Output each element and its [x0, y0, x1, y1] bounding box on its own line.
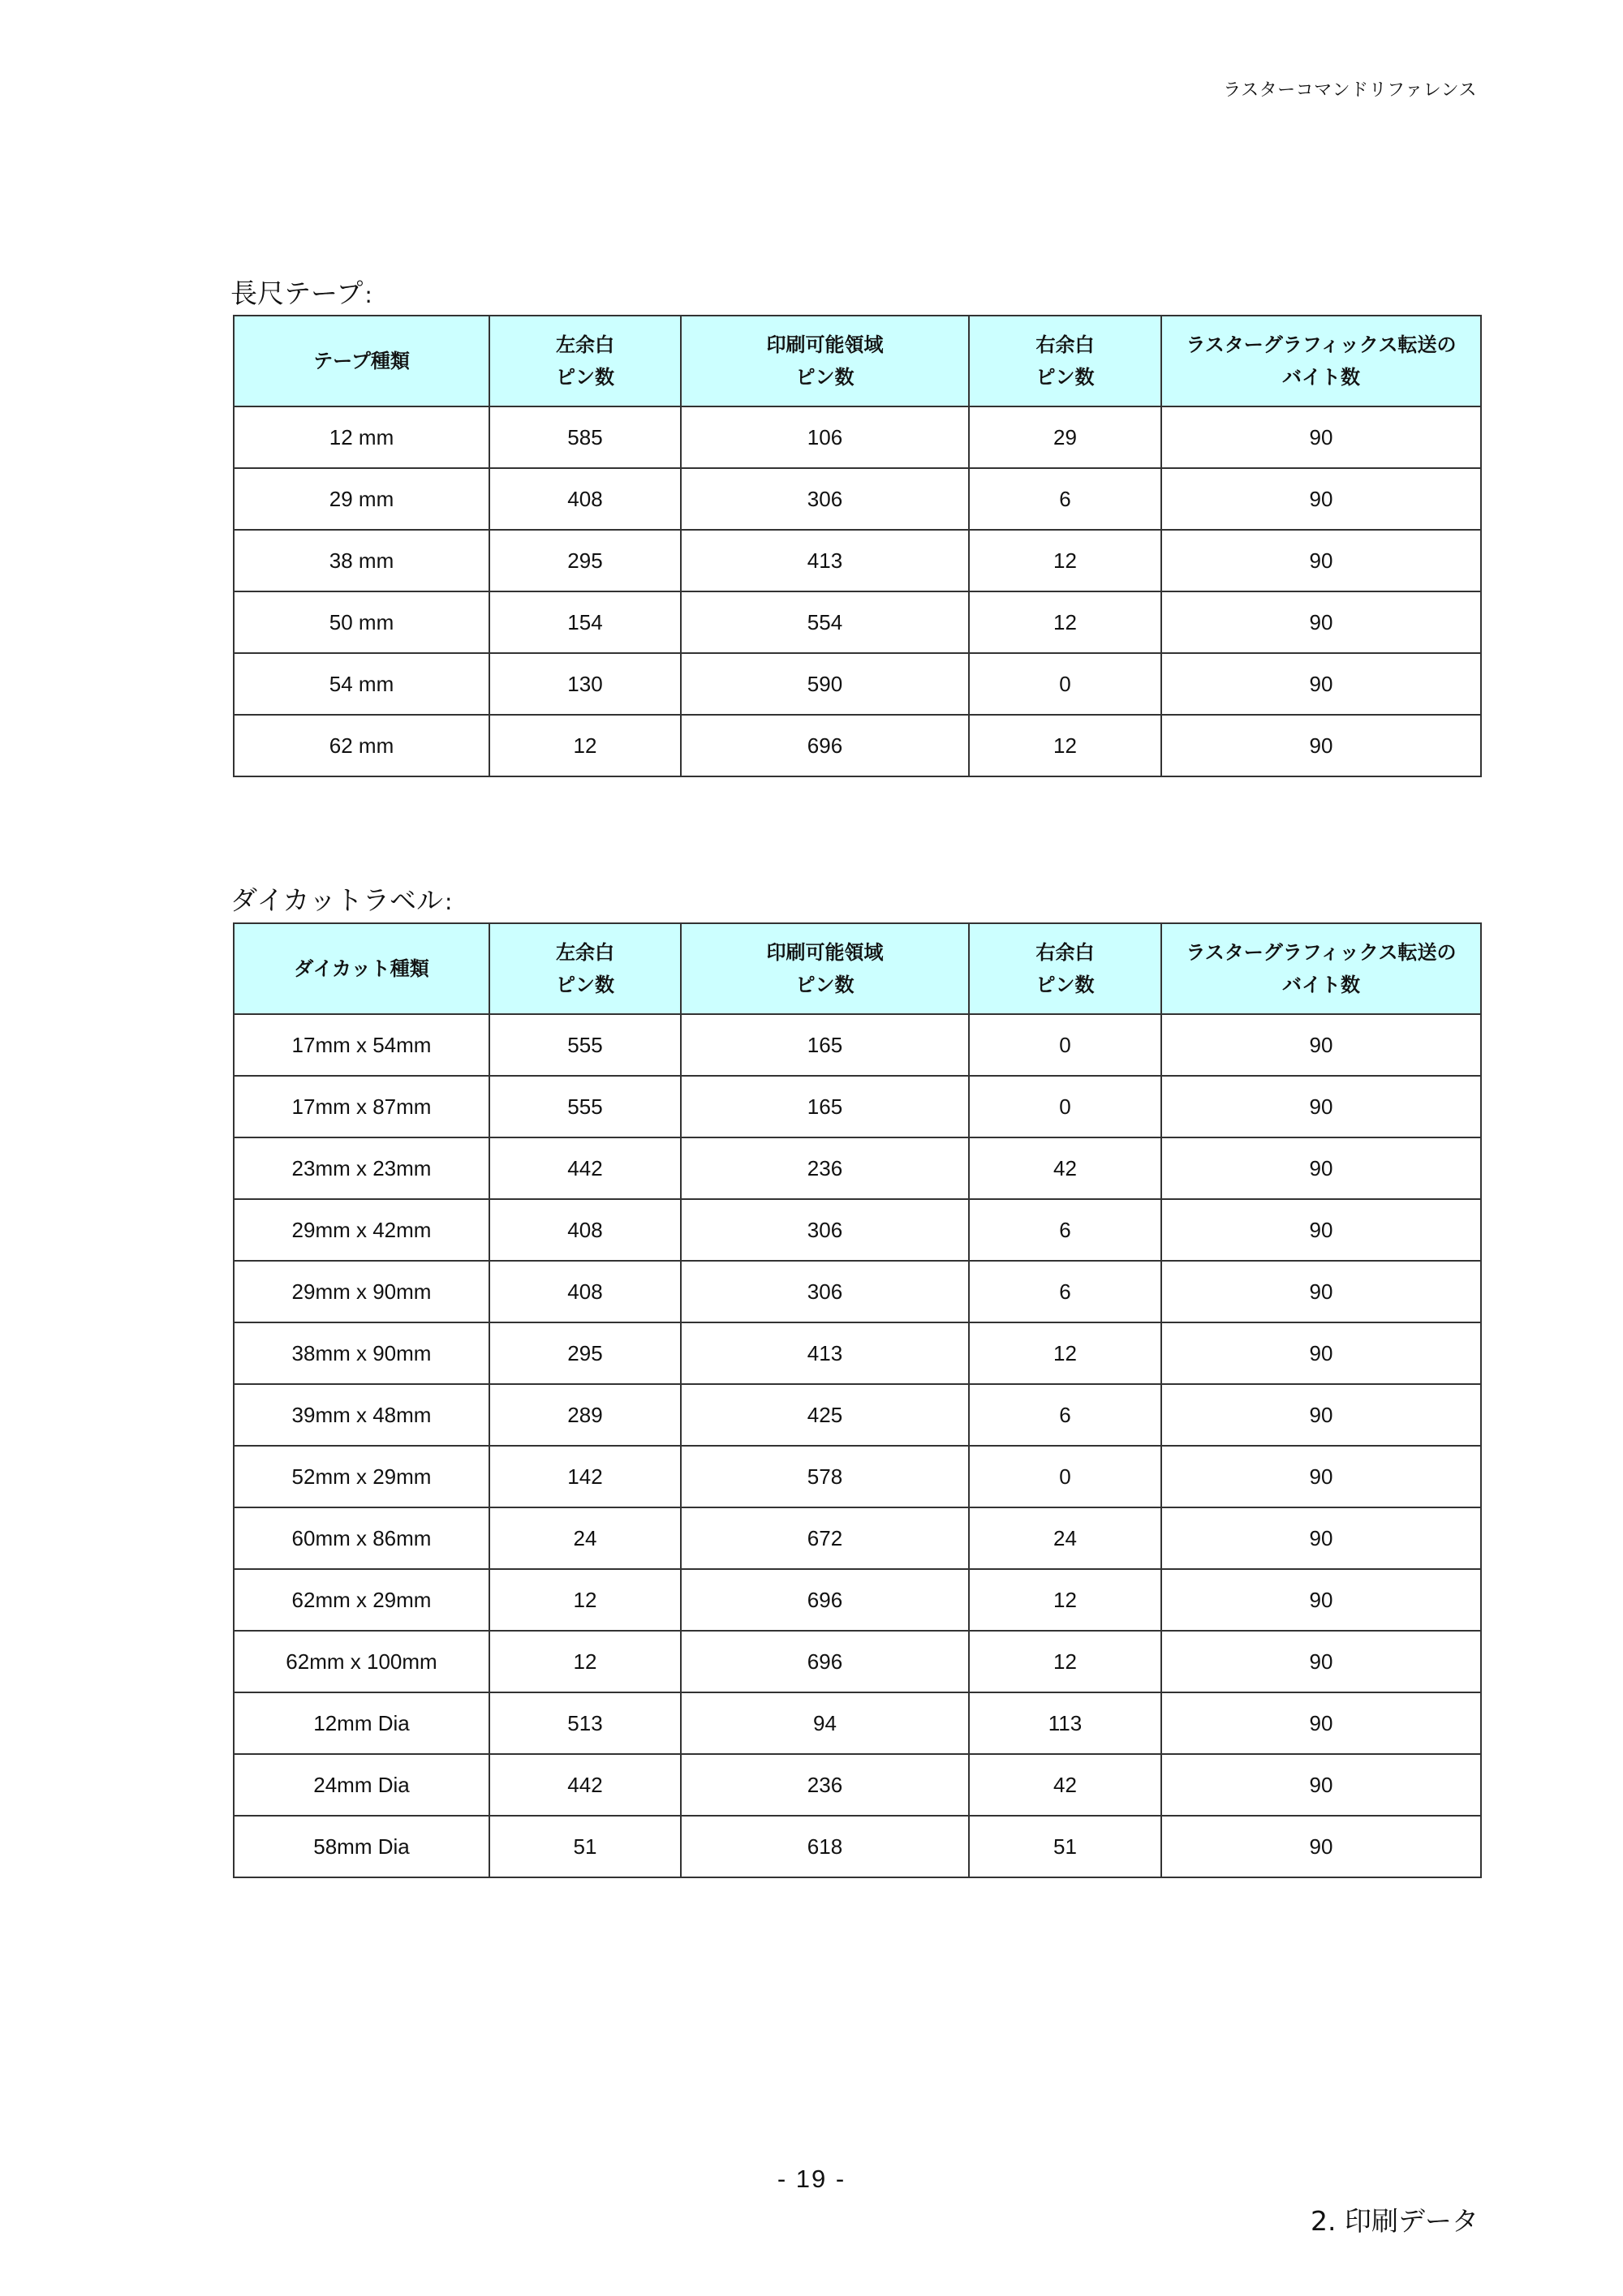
cell-right-margin: 6 [969, 1261, 1161, 1322]
table-row [234, 1261, 1481, 1322]
cell-left-margin: 130 [489, 653, 681, 715]
table-row [234, 715, 1481, 776]
chapter-footer: 2. 印刷データ [1311, 2205, 1479, 2237]
cell-left-margin: 585 [489, 406, 681, 468]
table-header-row [234, 923, 1481, 1014]
cell-right-margin: 0 [969, 1076, 1161, 1137]
cell-print-area: 696 [681, 1631, 969, 1692]
cell-print-area: 696 [681, 1569, 969, 1631]
header-left-margin-pins: 左余白 ピン数 [489, 923, 681, 1014]
cell-right-margin: 12 [969, 715, 1161, 776]
cell-left-margin: 513 [489, 1692, 681, 1754]
table-row [234, 1816, 1481, 1877]
cell-print-area: 618 [681, 1816, 969, 1877]
header-diecut-type: ダイカット種類 [234, 923, 489, 1014]
header-raster-bytes: ラスターグラフィックス転送の バイト数 [1161, 316, 1481, 406]
cell-media-type: 60mm x 86mm [234, 1507, 489, 1569]
cell-left-margin: 51 [489, 1816, 681, 1877]
diecut-label-table-body [234, 1014, 1481, 1877]
header-raster-bytes: ラスターグラフィックス転送の バイト数 [1161, 923, 1481, 1014]
cell-raster-bytes: 90 [1161, 1446, 1481, 1507]
section-title-diecut-label [230, 879, 452, 918]
cell-left-margin: 24 [489, 1507, 681, 1569]
cell-raster-bytes: 90 [1161, 1631, 1481, 1692]
cell-left-margin: 142 [489, 1446, 681, 1507]
cell-left-margin: 154 [489, 591, 681, 653]
continuous-tape-table [233, 315, 1482, 777]
cell-right-margin: 6 [969, 1199, 1161, 1261]
cell-right-margin: 12 [969, 591, 1161, 653]
section-title-text: ダイカットラベル [230, 884, 444, 916]
cell-media-type: 62 mm [234, 715, 489, 776]
cell-right-margin: 24 [969, 1507, 1161, 1569]
cell-left-margin: 442 [489, 1754, 681, 1816]
cell-raster-bytes: 90 [1161, 406, 1481, 468]
cell-right-margin: 6 [969, 1384, 1161, 1446]
running-header: ラスターコマンドリファレンス [1223, 80, 1477, 101]
table-row [234, 653, 1481, 715]
cell-raster-bytes: 90 [1161, 1199, 1481, 1261]
cell-right-margin: 113 [969, 1692, 1161, 1754]
cell-print-area: 554 [681, 591, 969, 653]
cell-raster-bytes: 90 [1161, 653, 1481, 715]
cell-print-area: 306 [681, 1199, 969, 1261]
cell-media-type: 23mm x 23mm [234, 1137, 489, 1199]
page-number: - 19 - [777, 2165, 846, 2193]
cell-media-type: 12mm Dia [234, 1692, 489, 1754]
cell-right-margin: 12 [969, 1631, 1161, 1692]
cell-media-type: 12 mm [234, 406, 489, 468]
cell-right-margin: 12 [969, 1569, 1161, 1631]
cell-media-type: 29mm x 90mm [234, 1261, 489, 1322]
cell-print-area: 106 [681, 406, 969, 468]
cell-raster-bytes: 90 [1161, 468, 1481, 530]
cell-left-margin: 12 [489, 715, 681, 776]
diecut-label-table [233, 922, 1482, 1878]
cell-media-type: 50 mm [234, 591, 489, 653]
cell-print-area: 672 [681, 1507, 969, 1569]
cell-right-margin: 0 [969, 653, 1161, 715]
cell-print-area: 696 [681, 715, 969, 776]
cell-right-margin: 0 [969, 1014, 1161, 1076]
cell-raster-bytes: 90 [1161, 1507, 1481, 1569]
cell-left-margin: 12 [489, 1631, 681, 1692]
cell-raster-bytes: 90 [1161, 1014, 1481, 1076]
table-row [234, 1692, 1481, 1754]
cell-raster-bytes: 90 [1161, 1076, 1481, 1137]
cell-raster-bytes: 90 [1161, 591, 1481, 653]
section-title-colon: : [364, 282, 372, 308]
cell-raster-bytes: 90 [1161, 1754, 1481, 1816]
header-right-margin-pins: 右余白 ピン数 [969, 923, 1161, 1014]
cell-media-type: 38 mm [234, 530, 489, 591]
table-row [234, 1199, 1481, 1261]
cell-media-type: 58mm Dia [234, 1816, 489, 1877]
table-row [234, 530, 1481, 591]
cell-print-area: 236 [681, 1754, 969, 1816]
cell-left-margin: 12 [489, 1569, 681, 1631]
table-row [234, 1322, 1481, 1384]
table-row [234, 1507, 1481, 1569]
cell-left-margin: 442 [489, 1137, 681, 1199]
table-row [234, 1137, 1481, 1199]
cell-print-area: 165 [681, 1076, 969, 1137]
cell-print-area: 306 [681, 468, 969, 530]
cell-left-margin: 555 [489, 1014, 681, 1076]
cell-raster-bytes: 90 [1161, 530, 1481, 591]
cell-right-margin: 51 [969, 1816, 1161, 1877]
section-title-colon: : [445, 888, 453, 915]
cell-print-area: 165 [681, 1014, 969, 1076]
cell-print-area: 306 [681, 1261, 969, 1322]
table-row [234, 591, 1481, 653]
table-row [234, 468, 1481, 530]
table-row [234, 1446, 1481, 1507]
cell-left-margin: 555 [489, 1076, 681, 1137]
cell-raster-bytes: 90 [1161, 1322, 1481, 1384]
cell-media-type: 29 mm [234, 468, 489, 530]
header-right-margin-pins: 右余白 ピン数 [969, 316, 1161, 406]
cell-left-margin: 295 [489, 1322, 681, 1384]
cell-right-margin: 29 [969, 406, 1161, 468]
cell-right-margin: 42 [969, 1754, 1161, 1816]
table-row [234, 1014, 1481, 1076]
cell-media-type: 17mm x 54mm [234, 1014, 489, 1076]
cell-left-margin: 408 [489, 468, 681, 530]
cell-left-margin: 408 [489, 1199, 681, 1261]
header-print-area-pins: 印刷可能領域 ピン数 [681, 923, 969, 1014]
cell-media-type: 62mm x 29mm [234, 1569, 489, 1631]
cell-left-margin: 295 [489, 530, 681, 591]
table-row [234, 406, 1481, 468]
cell-raster-bytes: 90 [1161, 1816, 1481, 1877]
cell-right-margin: 42 [969, 1137, 1161, 1199]
cell-print-area: 425 [681, 1384, 969, 1446]
table-row [234, 1631, 1481, 1692]
cell-right-margin: 0 [969, 1446, 1161, 1507]
table-row [234, 1754, 1481, 1816]
cell-print-area: 413 [681, 530, 969, 591]
cell-raster-bytes: 90 [1161, 1569, 1481, 1631]
cell-print-area: 94 [681, 1692, 969, 1754]
cell-raster-bytes: 90 [1161, 1261, 1481, 1322]
cell-media-type: 17mm x 87mm [234, 1076, 489, 1137]
cell-media-type: 62mm x 100mm [234, 1631, 489, 1692]
cell-right-margin: 12 [969, 530, 1161, 591]
table-row [234, 1569, 1481, 1631]
continuous-tape-table-body [234, 406, 1481, 776]
cell-raster-bytes: 90 [1161, 715, 1481, 776]
cell-print-area: 236 [681, 1137, 969, 1199]
cell-media-type: 24mm Dia [234, 1754, 489, 1816]
table-header-row [234, 316, 1481, 406]
section-title-text: 長尺テープ [230, 277, 364, 309]
cell-raster-bytes: 90 [1161, 1692, 1481, 1754]
cell-media-type: 39mm x 48mm [234, 1384, 489, 1446]
cell-media-type: 54 mm [234, 653, 489, 715]
cell-left-margin: 289 [489, 1384, 681, 1446]
table-row [234, 1076, 1481, 1137]
cell-print-area: 578 [681, 1446, 969, 1507]
section-title-continuous-tape [230, 273, 372, 311]
cell-media-type: 29mm x 42mm [234, 1199, 489, 1261]
cell-media-type: 38mm x 90mm [234, 1322, 489, 1384]
cell-raster-bytes: 90 [1161, 1384, 1481, 1446]
cell-media-type: 52mm x 29mm [234, 1446, 489, 1507]
cell-raster-bytes: 90 [1161, 1137, 1481, 1199]
table-row [234, 1384, 1481, 1446]
cell-print-area: 413 [681, 1322, 969, 1384]
header-print-area-pins: 印刷可能領域 ピン数 [681, 316, 969, 406]
cell-right-margin: 6 [969, 468, 1161, 530]
header-tape-type: テープ種類 [234, 316, 489, 406]
cell-print-area: 590 [681, 653, 969, 715]
cell-left-margin: 408 [489, 1261, 681, 1322]
cell-right-margin: 12 [969, 1322, 1161, 1384]
header-left-margin-pins: 左余白 ピン数 [489, 316, 681, 406]
